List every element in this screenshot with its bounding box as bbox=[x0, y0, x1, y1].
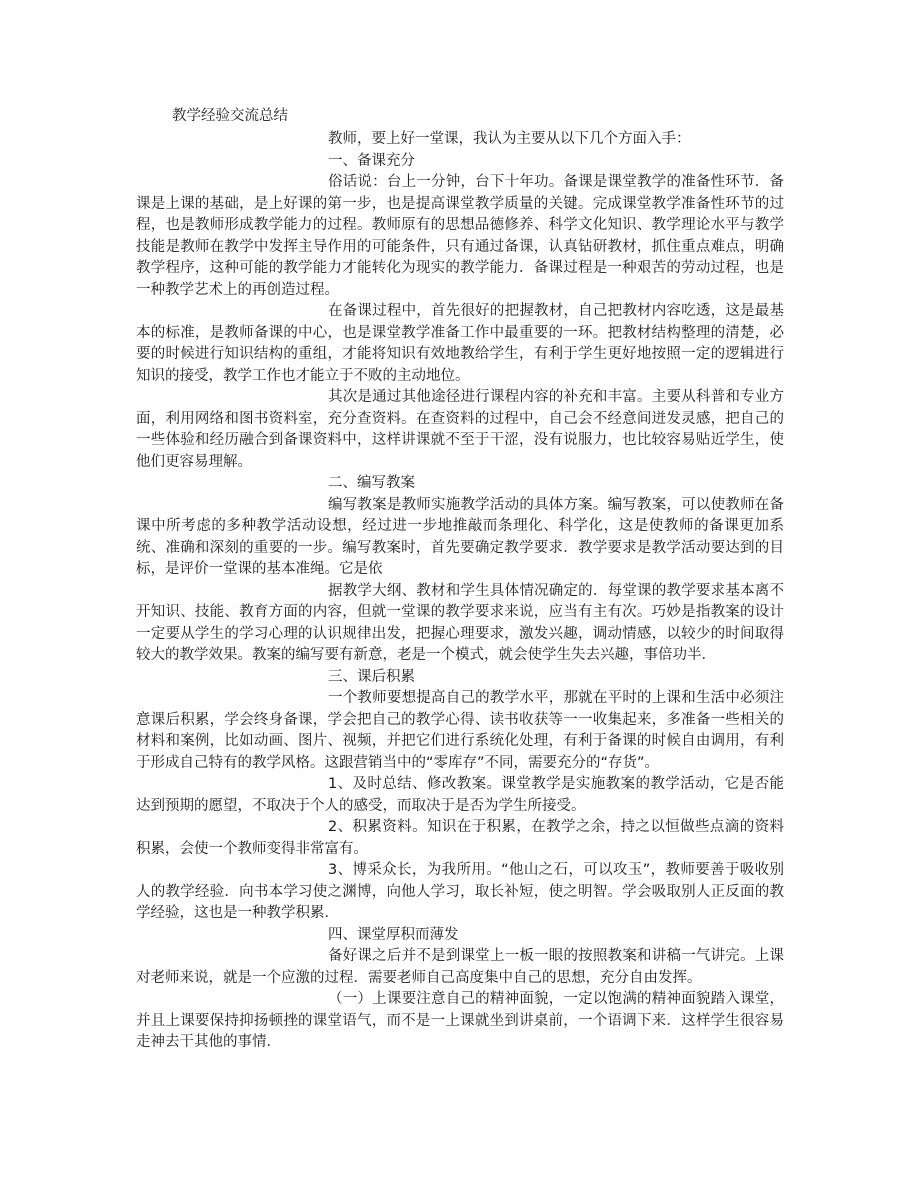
section-4-paragraph-2: （一）上课要注意自己的精神面貌，一定以饱满的精神面貌踏入课堂，并且上课要保持抑扬顿挫的课堂语气，而不是一上课就坐到讲桌前，一个语调下来．这样学生很容易走神去干其他的事情． bbox=[136, 991, 784, 1050]
section-2-heading: 二、编写教案 bbox=[328, 475, 415, 491]
intro-paragraph: 教师，要上好一堂课，我认为主要从以下几个方面入手： bbox=[328, 131, 691, 147]
section-2-paragraph-2: 据教学大纲、教材和学生具体情况确定的．每堂课的教学要求基本离不开知识、技能、教育方面的内容，但就一堂课的教学要求来说，应当有主有次。巧妙是指教案的设计一定要从学生的学习心理的认识规律出发，把握心理要求，激发兴趣，调动情感，以较少的时间取得较大的教学效果。教案的编写要有新意，老是一个模式，就会使学生失去兴趣，事倍功半． bbox=[136, 582, 784, 663]
section-1-paragraph-1: 俗话说：台上一分钟，台下十年功。备课是课堂教学的准备性环节．备课是上课的基础，是上好课的第一步，也是提高课堂教学质量的关键。完成课堂教学准备性环节的过程，也是教师形成教学能力的过程。教师原有的思想品德修养、科学文化知识、教学理论水平与教学技能是教师在教学中发挥主导作用的可能条件，只有通过备课，认真钻研教材，抓住重点难点，明确教学程序，这种可能的教学能力才能转化为现实的教学能力．备课过程是一种艰苦的劳动过程，也是一种教学艺术上的再创造过程。 bbox=[136, 174, 784, 298]
section-1-heading: 一、备课充分 bbox=[328, 152, 415, 169]
section-4-heading: 四、课堂厚积而薄发 bbox=[328, 926, 459, 943]
section-3-paragraph-1: 一个教师要想提高自己的教学水平，那就在平时的上课和生活中必须注意课后积累，学会终身备课，学会把自己的教学心得、读书收获等一一收集起来，多准备一些相关的材料和案例，比如动画、图片、视频，并把它们进行系统化处理，有利于备课的时候自由调用，有利于形成自己特有的教学风格。这跟营销当中的“零库存”不同，需要充分的“存货”。 bbox=[136, 690, 784, 771]
section-2-paragraph-1: 编写教案是教师实施教学活动的具体方案。编写教案，可以使教师在备课中所考虑的多种教学活动设想，经过进一步地推敲而条理化、科学化，这是使教师的备课更加系统、准确和深刻的重要的一步。编写教案时，首先要确定教学要求．教学要求是教学活动要达到的目标，是评价一堂课的基本准绳。它是依 bbox=[136, 496, 784, 577]
section-1-paragraph-2: 在备课过程中，首先很好的把握教材，自己把教材内容吃透，这是最基本的标准，是教师备课的中心，也是课堂教学准备工作中最重要的一环。把教材结构整理的清楚，必要的时候进行知识结构的重组，才能将知识有效地教给学生，有利于学生更好地按照一定的逻辑进行知识的接受，教学工作也才能立于不败的主动地位。 bbox=[136, 303, 784, 384]
section-3-item-2: 2、积累资料。知识在于积累，在教学之余，持之以恒做些点滴的资料积累，会使一个教师变得非常富有。 bbox=[136, 819, 784, 857]
section-3-item-3: 3、博采众长，为我所用。“他山之石，可以攻玉”，教师要善于吸收别人的教学经验．向书本学习使之渊博，向他人学习，取长补短，使之明智。学会吸取别人正反面的教学经验，这也是一种教学积累． bbox=[136, 862, 784, 921]
document-body bbox=[136, 129, 784, 1054]
section-3-heading: 三、课后积累 bbox=[328, 668, 415, 685]
document-title: 教学经验交流总结 bbox=[172, 108, 288, 124]
section-4-paragraph-1: 备好课之后并不是到课堂上一板一眼的按照教案和讲稿一气讲完。上课对老师来说，就是一个应激的过程．需要老师自己高度集中自己的思想，充分自由发挥。 bbox=[136, 948, 784, 986]
section-3-item-1: 1、及时总结、修改教案。课堂教学是实施教案的教学活动，它是否能达到预期的愿望，不取决于个人的感受，而取决于是否为学生所接受。 bbox=[136, 776, 784, 814]
section-1-paragraph-3: 其次是通过其他途径进行课程内容的补充和丰富。主要从科普和专业方面，利用网络和图书资料室，充分查资料。在查资料的过程中，自己会不经意间迸发灵感，把自己的一些体验和经历融合到备课资料中，这样讲课就不至于干涩，没有说服力，也比较容易贴近学生，使他们更容易理解。 bbox=[136, 389, 784, 470]
